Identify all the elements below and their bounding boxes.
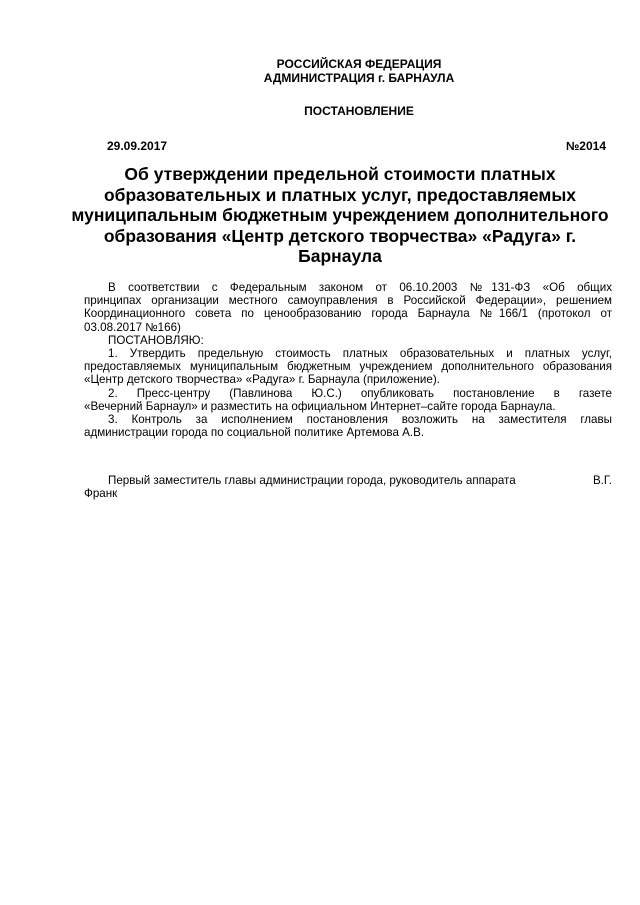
decree-number: №2014 — [565, 139, 606, 153]
item-2-rest: «Вечерний Барнаул» и разместить на официальном Интернет–сайте города Барнаула. — [84, 399, 556, 413]
item-2 — [84, 387, 612, 413]
decree-date: 29.09.2017 — [107, 139, 168, 153]
intro-rest: принципах организации местного самоуправления в Российской Федерации», решением Координационного совета по ценообразованию города Барнаула №166/1 (протокол от 03.08.2017 №166) — [84, 294, 612, 334]
decree-type: ПОСТАНОВЛЕНИЕ — [304, 104, 414, 118]
resolve-word: ПОСТАНОВЛЯЮ: — [108, 333, 204, 347]
signatory-position: Первый заместитель главы администрации города, руководитель аппарата — [108, 474, 516, 487]
intro-first-line: В соответствии с Федеральным законом от 06.10.2003 №131-ФЗ «Об общих — [108, 281, 612, 294]
item-3-first-line: 3. Контроль за исполнением постановления возложить на заместителя главы — [108, 413, 612, 427]
item-3 — [84, 413, 612, 439]
decree-title: Об утверждении предельной стоимости платных образовательных и платных услуг, предоставляемых муниципальным бюджетным учреждением дополнительного образования «Центр детского творчества» «Радуга» г. Барнаула — [71, 164, 609, 266]
item-3-rest: администрации города по социальной политике Артемова А.В. — [84, 426, 425, 440]
intro-paragraph — [84, 281, 612, 334]
item-1-rest: предоставляемых муниципальным бюджетным учреждением дополнительного образования «Центр детского творчества» «Радуга» г. Барнаула (приложение). — [84, 360, 612, 387]
item-1 — [84, 347, 612, 387]
signatory-initials: В.Г. — [592, 474, 612, 487]
header-country: РОССИЙСКАЯ ФЕДЕРАЦИЯ — [276, 57, 442, 71]
item-1-first-line: 1. Утвердить предельную стоимость платных образовательных и платных услуг, — [108, 347, 612, 361]
signature-first-line — [108, 474, 612, 487]
signature-block — [84, 474, 612, 501]
decree-body — [84, 281, 612, 440]
document-header — [0, 57, 640, 85]
item-2-first-line: 2. Пресс-центру (Павлинова Ю.С.) опубликовать постановление в газете — [108, 386, 612, 400]
header-administration: АДМИНИСТРАЦИЯ г. БАРНАУЛА — [263, 71, 455, 85]
signatory-surname: Франк — [84, 487, 118, 501]
